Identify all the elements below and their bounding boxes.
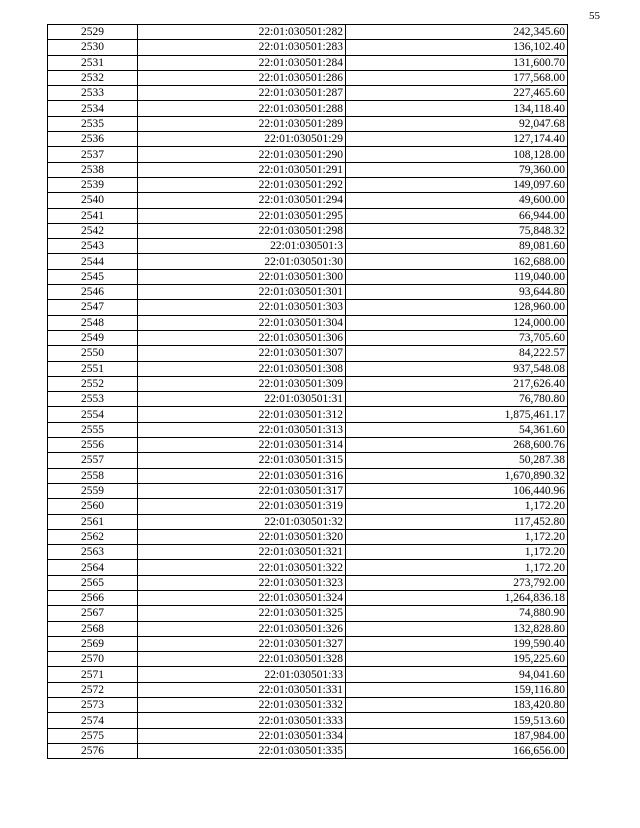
table-row xyxy=(48,285,568,300)
cadastral-value-cell: 76,780.80 xyxy=(346,392,568,407)
cadastral-value-cell: 108,128.00 xyxy=(346,147,568,162)
table-row xyxy=(48,499,568,514)
cadastral-number-cell: 22:01:030501:306 xyxy=(138,330,346,345)
row-number-cell: 2566 xyxy=(48,590,138,605)
cadastral-value-cell: 124,000.00 xyxy=(346,315,568,330)
cadastral-value-cell: 273,792.00 xyxy=(346,575,568,590)
cadastral-value-cell: 136,102.40 xyxy=(346,40,568,55)
cadastral-value-cell: 159,116.80 xyxy=(346,682,568,697)
cadastral-number-cell: 22:01:030501:317 xyxy=(138,483,346,498)
cadastral-number-cell: 22:01:030501:327 xyxy=(138,636,346,651)
table-row xyxy=(48,300,568,315)
cadastral-value-cell: 75,848.32 xyxy=(346,223,568,238)
table-row xyxy=(48,177,568,192)
table-row xyxy=(48,667,568,682)
cadastral-number-cell: 22:01:030501:324 xyxy=(138,590,346,605)
cadastral-value-cell: 183,420.80 xyxy=(346,698,568,713)
cadastral-number-cell: 22:01:030501:308 xyxy=(138,361,346,376)
cadastral-number-cell: 22:01:030501:295 xyxy=(138,208,346,223)
row-number-cell: 2576 xyxy=(48,743,138,758)
row-number-cell: 2537 xyxy=(48,147,138,162)
cadastral-number-cell: 22:01:030501:292 xyxy=(138,177,346,192)
page-number: 55 xyxy=(589,10,600,22)
table-row xyxy=(48,483,568,498)
row-number-cell: 2574 xyxy=(48,713,138,728)
cadastral-number-cell: 22:01:030501:331 xyxy=(138,682,346,697)
row-number-cell: 2570 xyxy=(48,652,138,667)
cadastral-number-cell: 22:01:030501:283 xyxy=(138,40,346,55)
table-row xyxy=(48,698,568,713)
cadastral-number-cell: 22:01:030501:303 xyxy=(138,300,346,315)
cadastral-value-cell: 268,600.76 xyxy=(346,438,568,453)
cadastral-number-cell: 22:01:030501:29 xyxy=(138,132,346,147)
row-number-cell: 2554 xyxy=(48,407,138,422)
cadastral-number-cell: 22:01:030501:319 xyxy=(138,499,346,514)
cadastral-value-cell: 199,590.40 xyxy=(346,636,568,651)
table-row xyxy=(48,147,568,162)
row-number-cell: 2540 xyxy=(48,193,138,208)
cadastral-number-cell: 22:01:030501:298 xyxy=(138,223,346,238)
cadastral-number-cell: 22:01:030501:294 xyxy=(138,193,346,208)
cadastral-number-cell: 22:01:030501:31 xyxy=(138,392,346,407)
cadastral-number-cell: 22:01:030501:325 xyxy=(138,606,346,621)
row-number-cell: 2557 xyxy=(48,453,138,468)
table-row xyxy=(48,728,568,743)
row-number-cell: 2538 xyxy=(48,162,138,177)
row-number-cell: 2555 xyxy=(48,422,138,437)
cadastral-number-cell: 22:01:030501:335 xyxy=(138,743,346,758)
table-row xyxy=(48,269,568,284)
row-number-cell: 2551 xyxy=(48,361,138,376)
row-number-cell: 2539 xyxy=(48,177,138,192)
cadastral-value-cell: 127,174.40 xyxy=(346,132,568,147)
row-number-cell: 2531 xyxy=(48,55,138,70)
cadastral-value-cell: 74,880.90 xyxy=(346,606,568,621)
cadastral-value-cell: 1,172.20 xyxy=(346,529,568,544)
cadastral-value-cell: 50,287.38 xyxy=(346,453,568,468)
table-row xyxy=(48,560,568,575)
cadastral-value-cell: 159,513.60 xyxy=(346,713,568,728)
cadastral-value-cell: 1,670,890.32 xyxy=(346,468,568,483)
cadastral-value-table xyxy=(47,24,568,759)
cadastral-number-cell: 22:01:030501:328 xyxy=(138,652,346,667)
table-row xyxy=(48,40,568,55)
cadastral-number-cell: 22:01:030501:282 xyxy=(138,25,346,40)
table-row xyxy=(48,590,568,605)
cadastral-number-cell: 22:01:030501:313 xyxy=(138,422,346,437)
row-number-cell: 2575 xyxy=(48,728,138,743)
cadastral-value-cell: 94,041.60 xyxy=(346,667,568,682)
cadastral-value-cell: 84,222.57 xyxy=(346,346,568,361)
row-number-cell: 2561 xyxy=(48,514,138,529)
cadastral-value-cell: 1,875,461.17 xyxy=(346,407,568,422)
row-number-cell: 2552 xyxy=(48,376,138,391)
cadastral-value-cell: 92,047.68 xyxy=(346,116,568,131)
table-row xyxy=(48,743,568,758)
row-number-cell: 2573 xyxy=(48,698,138,713)
cadastral-value-cell: 195,225.60 xyxy=(346,652,568,667)
cadastral-value-cell: 106,440.96 xyxy=(346,483,568,498)
cadastral-number-cell: 22:01:030501:332 xyxy=(138,698,346,713)
cadastral-value-cell: 79,360.00 xyxy=(346,162,568,177)
cadastral-value-cell: 131,600.70 xyxy=(346,55,568,70)
row-number-cell: 2549 xyxy=(48,330,138,345)
row-number-cell: 2569 xyxy=(48,636,138,651)
row-number-cell: 2550 xyxy=(48,346,138,361)
row-number-cell: 2544 xyxy=(48,254,138,269)
table-row xyxy=(48,713,568,728)
cadastral-value-cell: 117,452.80 xyxy=(346,514,568,529)
row-number-cell: 2535 xyxy=(48,116,138,131)
cadastral-number-cell: 22:01:030501:321 xyxy=(138,545,346,560)
cadastral-value-cell: 149,097.60 xyxy=(346,177,568,192)
table-row xyxy=(48,330,568,345)
cadastral-value-cell: 134,118.40 xyxy=(346,101,568,116)
cadastral-number-cell: 22:01:030501:309 xyxy=(138,376,346,391)
cadastral-value-cell: 73,705.60 xyxy=(346,330,568,345)
table-row xyxy=(48,438,568,453)
table-row xyxy=(48,101,568,116)
cadastral-number-cell: 22:01:030501:287 xyxy=(138,86,346,101)
table-row xyxy=(48,376,568,391)
cadastral-value-cell: 66,944.00 xyxy=(346,208,568,223)
row-number-cell: 2545 xyxy=(48,269,138,284)
cadastral-value-cell: 128,960.00 xyxy=(346,300,568,315)
cadastral-number-cell: 22:01:030501:334 xyxy=(138,728,346,743)
row-number-cell: 2562 xyxy=(48,529,138,544)
table-row xyxy=(48,636,568,651)
cadastral-value-cell: 54,361.60 xyxy=(346,422,568,437)
table-row xyxy=(48,621,568,636)
row-number-cell: 2547 xyxy=(48,300,138,315)
cadastral-value-cell: 227,465.60 xyxy=(346,86,568,101)
row-number-cell: 2553 xyxy=(48,392,138,407)
row-number-cell: 2534 xyxy=(48,101,138,116)
cadastral-value-cell: 187,984.00 xyxy=(346,728,568,743)
table-row xyxy=(48,239,568,254)
table-row xyxy=(48,162,568,177)
cadastral-value-cell: 1,172.20 xyxy=(346,545,568,560)
table-row xyxy=(48,254,568,269)
table-row xyxy=(48,453,568,468)
cadastral-value-cell: 93,644.80 xyxy=(346,285,568,300)
cadastral-value-cell: 242,345.60 xyxy=(346,25,568,40)
cadastral-number-cell: 22:01:030501:284 xyxy=(138,55,346,70)
cadastral-number-cell: 22:01:030501:304 xyxy=(138,315,346,330)
table-row xyxy=(48,407,568,422)
table-row xyxy=(48,514,568,529)
cadastral-number-cell: 22:01:030501:300 xyxy=(138,269,346,284)
cadastral-number-cell: 22:01:030501:326 xyxy=(138,621,346,636)
table-row xyxy=(48,208,568,223)
table-row xyxy=(48,545,568,560)
cadastral-value-cell: 1,264,836.18 xyxy=(346,590,568,605)
cadastral-number-cell: 22:01:030501:289 xyxy=(138,116,346,131)
row-number-cell: 2567 xyxy=(48,606,138,621)
table-row xyxy=(48,392,568,407)
cadastral-number-cell: 22:01:030501:30 xyxy=(138,254,346,269)
row-number-cell: 2558 xyxy=(48,468,138,483)
row-number-cell: 2571 xyxy=(48,667,138,682)
cadastral-number-cell: 22:01:030501:316 xyxy=(138,468,346,483)
table-row xyxy=(48,25,568,40)
table-row xyxy=(48,86,568,101)
table-row xyxy=(48,193,568,208)
table-row xyxy=(48,682,568,697)
cadastral-number-cell: 22:01:030501:307 xyxy=(138,346,346,361)
cadastral-number-cell: 22:01:030501:312 xyxy=(138,407,346,422)
cadastral-number-cell: 22:01:030501:322 xyxy=(138,560,346,575)
table-row xyxy=(48,652,568,667)
row-number-cell: 2568 xyxy=(48,621,138,636)
table-row xyxy=(48,223,568,238)
cadastral-value-cell: 177,568.00 xyxy=(346,70,568,85)
row-number-cell: 2530 xyxy=(48,40,138,55)
row-number-cell: 2541 xyxy=(48,208,138,223)
cadastral-value-cell: 119,040.00 xyxy=(346,269,568,284)
cadastral-number-cell: 22:01:030501:3 xyxy=(138,239,346,254)
row-number-cell: 2529 xyxy=(48,25,138,40)
cadastral-value-cell: 89,081.60 xyxy=(346,239,568,254)
table-row xyxy=(48,346,568,361)
row-number-cell: 2548 xyxy=(48,315,138,330)
table-row xyxy=(48,575,568,590)
table-row xyxy=(48,116,568,131)
table-row xyxy=(48,422,568,437)
row-number-cell: 2546 xyxy=(48,285,138,300)
cadastral-value-cell: 166,656.00 xyxy=(346,743,568,758)
row-number-cell: 2532 xyxy=(48,70,138,85)
row-number-cell: 2560 xyxy=(48,499,138,514)
row-number-cell: 2563 xyxy=(48,545,138,560)
cadastral-number-cell: 22:01:030501:33 xyxy=(138,667,346,682)
cadastral-number-cell: 22:01:030501:323 xyxy=(138,575,346,590)
table-row xyxy=(48,55,568,70)
row-number-cell: 2543 xyxy=(48,239,138,254)
cadastral-value-cell: 1,172.20 xyxy=(346,560,568,575)
cadastral-value-cell: 132,828.80 xyxy=(346,621,568,636)
cadastral-number-cell: 22:01:030501:286 xyxy=(138,70,346,85)
row-number-cell: 2536 xyxy=(48,132,138,147)
cadastral-number-cell: 22:01:030501:291 xyxy=(138,162,346,177)
row-number-cell: 2533 xyxy=(48,86,138,101)
table-row xyxy=(48,315,568,330)
table-body xyxy=(48,25,568,759)
table-row xyxy=(48,70,568,85)
cadastral-number-cell: 22:01:030501:320 xyxy=(138,529,346,544)
table-row xyxy=(48,361,568,376)
table-row xyxy=(48,606,568,621)
table-row xyxy=(48,132,568,147)
cadastral-value-cell: 49,600.00 xyxy=(346,193,568,208)
row-number-cell: 2542 xyxy=(48,223,138,238)
row-number-cell: 2559 xyxy=(48,483,138,498)
cadastral-value-cell: 937,548.08 xyxy=(346,361,568,376)
row-number-cell: 2556 xyxy=(48,438,138,453)
row-number-cell: 2572 xyxy=(48,682,138,697)
cadastral-number-cell: 22:01:030501:333 xyxy=(138,713,346,728)
cadastral-number-cell: 22:01:030501:314 xyxy=(138,438,346,453)
row-number-cell: 2564 xyxy=(48,560,138,575)
cadastral-number-cell: 22:01:030501:32 xyxy=(138,514,346,529)
row-number-cell: 2565 xyxy=(48,575,138,590)
cadastral-number-cell: 22:01:030501:290 xyxy=(138,147,346,162)
cadastral-value-cell: 1,172.20 xyxy=(346,499,568,514)
cadastral-value-cell: 162,688.00 xyxy=(346,254,568,269)
cadastral-value-cell: 217,626.40 xyxy=(346,376,568,391)
cadastral-number-cell: 22:01:030501:288 xyxy=(138,101,346,116)
cadastral-number-cell: 22:01:030501:301 xyxy=(138,285,346,300)
cadastral-number-cell: 22:01:030501:315 xyxy=(138,453,346,468)
table-row xyxy=(48,468,568,483)
table-row xyxy=(48,529,568,544)
